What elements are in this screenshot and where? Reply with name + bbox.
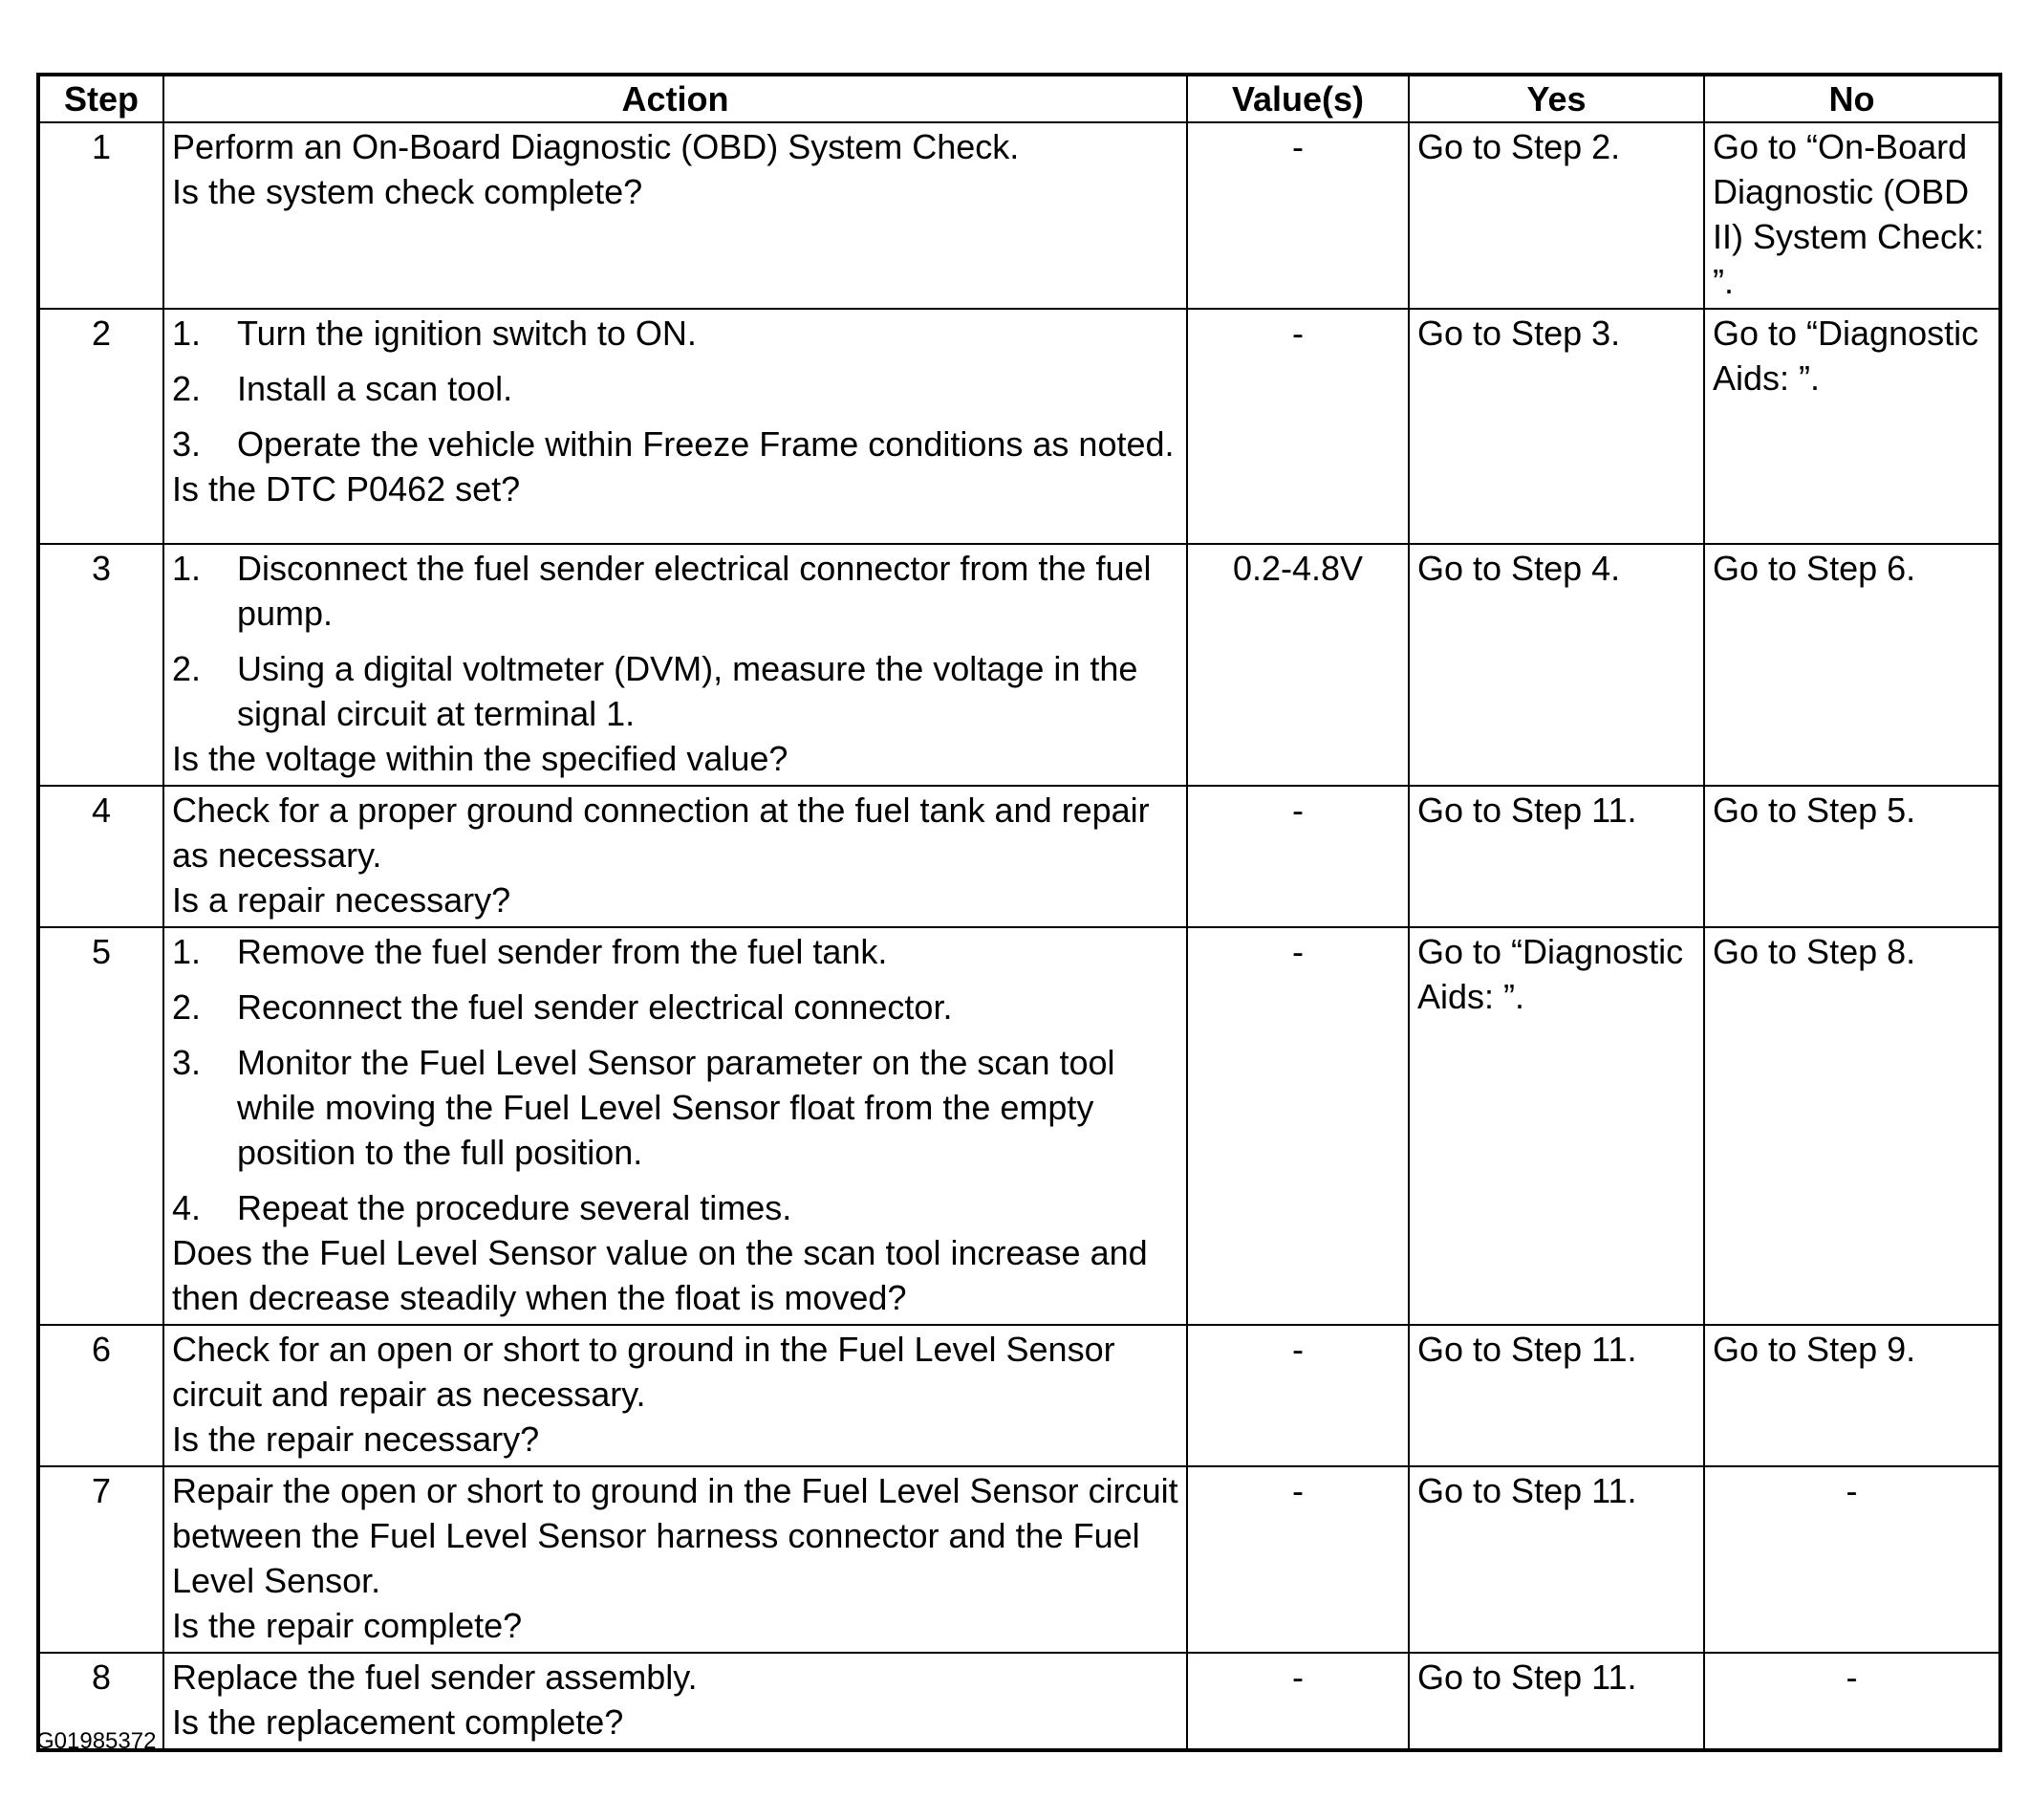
- action-item-text: Repeat the procedure several times.: [237, 1188, 792, 1227]
- table-row: [38, 1325, 2000, 1466]
- no-cell: Go to “Diagnostic Aids: ”.: [1704, 309, 2000, 544]
- table-row: [38, 786, 2000, 927]
- header-action: Action: [163, 75, 1187, 122]
- yes-cell: Go to Step 3.: [1409, 309, 1704, 544]
- action-item-text: Operate the vehicle within Freeze Frame conditions as noted.: [237, 424, 1175, 464]
- no-cell: Go to “On-Board Diagnostic (OBD II) System Check: ”.: [1704, 122, 2000, 309]
- value-cell: -: [1187, 927, 1409, 1325]
- action-item-text: Turn the ignition switch to ON.: [237, 314, 697, 353]
- action-text: Is a repair necessary?: [172, 880, 511, 920]
- diagnostic-table: [36, 73, 2002, 1752]
- value-cell: -: [1187, 122, 1409, 309]
- action-cell: [163, 927, 1187, 1325]
- action-item-number: 1.: [172, 549, 202, 588]
- action-item-text: Remove the fuel sender from the fuel tank.: [237, 932, 888, 971]
- header-row: [38, 75, 2000, 122]
- action-item-number: 3.: [172, 1043, 202, 1082]
- action-text: Repair the open or short to ground in the Fuel Level Sensor circuit between the Fuel Level Sensor harness connector and the Fuel Level Sensor.: [172, 1471, 1178, 1600]
- table-row: [38, 544, 2000, 786]
- yes-cell: Go to Step 11.: [1409, 786, 1704, 927]
- action-item: [172, 646, 1178, 736]
- action-text: Does the Fuel Level Sensor value on the scan tool increase and then decrease steadily when the float is moved?: [172, 1233, 1148, 1317]
- yes-cell: Go to Step 4.: [1409, 544, 1704, 786]
- yes-cell: Go to Step 11.: [1409, 1325, 1704, 1466]
- action-cell: [163, 1653, 1187, 1750]
- action-text: Perform an On-Board Diagnostic (OBD) System Check.: [172, 127, 1020, 166]
- action-item-list: [172, 929, 1178, 1230]
- action-item: [172, 311, 1178, 356]
- action-item-text: Using a digital voltmeter (DVM), measure the voltage in the signal circuit at terminal 1.: [237, 649, 1138, 733]
- header-yes: Yes: [1409, 75, 1704, 122]
- header-no: No: [1704, 75, 2000, 122]
- action-item-number: 4.: [172, 1188, 202, 1227]
- table-row: [38, 927, 2000, 1325]
- value-cell: -: [1187, 786, 1409, 927]
- step-number: 2: [38, 309, 163, 544]
- no-cell: -: [1704, 1653, 2000, 1750]
- action-item: [172, 422, 1178, 466]
- value-cell: -: [1187, 1325, 1409, 1466]
- value-cell: -: [1187, 309, 1409, 544]
- action-cell: [163, 786, 1187, 927]
- action-cell: [163, 309, 1187, 544]
- yes-cell: Go to Step 11.: [1409, 1653, 1704, 1750]
- action-item-list: [172, 311, 1178, 466]
- action-item-number: 3.: [172, 424, 202, 464]
- action-item-text: Reconnect the fuel sender electrical connector.: [237, 987, 953, 1027]
- step-number: 5: [38, 927, 163, 1325]
- action-cell: [163, 1466, 1187, 1653]
- action-text: Is the voltage within the specified value?: [172, 739, 788, 778]
- action-item-text: Install a scan tool.: [237, 369, 513, 408]
- action-cell: [163, 544, 1187, 786]
- action-item-list: [172, 546, 1178, 736]
- table-row: [38, 1653, 2000, 1750]
- step-number: 3: [38, 544, 163, 786]
- action-item-number: 2.: [172, 987, 202, 1027]
- action-text: Is the system check complete?: [172, 172, 643, 211]
- action-item: [172, 546, 1178, 636]
- action-item-text: Monitor the Fuel Level Sensor parameter on the scan tool while moving the Fuel Level Sensor float from the empty position to the full position.: [237, 1043, 1115, 1172]
- action-text: Is the repair complete?: [172, 1606, 523, 1645]
- value-cell: 0.2-4.8V: [1187, 544, 1409, 786]
- action-text: Check for an open or short to ground in the Fuel Level Sensor circuit and repair as necessary.: [172, 1330, 1115, 1414]
- action-item: [172, 366, 1178, 411]
- action-item-number: 1.: [172, 314, 202, 353]
- action-text: Check for a proper ground connection at the fuel tank and repair as necessary.: [172, 791, 1150, 875]
- no-cell: Go to Step 8.: [1704, 927, 2000, 1325]
- no-cell: Go to Step 5.: [1704, 786, 2000, 927]
- value-cell: -: [1187, 1653, 1409, 1750]
- action-item: [172, 985, 1178, 1029]
- action-item: [172, 929, 1178, 974]
- value-cell: -: [1187, 1466, 1409, 1653]
- no-cell: Go to Step 6.: [1704, 544, 2000, 786]
- action-text: Is the DTC P0462 set?: [172, 469, 521, 509]
- table-row: [38, 122, 2000, 309]
- action-text: Replace the fuel sender assembly.: [172, 1658, 698, 1697]
- yes-cell: Go to “Diagnostic Aids: ”.: [1409, 927, 1704, 1325]
- table-row: [38, 309, 2000, 544]
- step-number: 1: [38, 122, 163, 309]
- action-item-number: 2.: [172, 649, 202, 688]
- yes-cell: Go to Step 11.: [1409, 1466, 1704, 1653]
- step-number: 6: [38, 1325, 163, 1466]
- action-item-number: 1.: [172, 932, 202, 971]
- action-text: Is the repair necessary?: [172, 1419, 540, 1459]
- action-text: Is the replacement complete?: [172, 1702, 624, 1742]
- no-cell: Go to Step 9.: [1704, 1325, 2000, 1466]
- header-values: Value(s): [1187, 75, 1409, 122]
- step-number: 4: [38, 786, 163, 927]
- yes-cell: Go to Step 2.: [1409, 122, 1704, 309]
- figure-id: G01985372: [36, 1728, 157, 1754]
- table-row: [38, 1466, 2000, 1653]
- no-cell: -: [1704, 1466, 2000, 1653]
- step-number: 7: [38, 1466, 163, 1653]
- action-cell: [163, 1325, 1187, 1466]
- header-step: Step: [38, 75, 163, 122]
- action-item: [172, 1185, 1178, 1230]
- action-item-number: 2.: [172, 369, 202, 408]
- action-item: [172, 1040, 1178, 1175]
- step-number: 8: [38, 1653, 163, 1750]
- action-cell: [163, 122, 1187, 309]
- action-item-text: Disconnect the fuel sender electrical connector from the fuel pump.: [237, 549, 1152, 633]
